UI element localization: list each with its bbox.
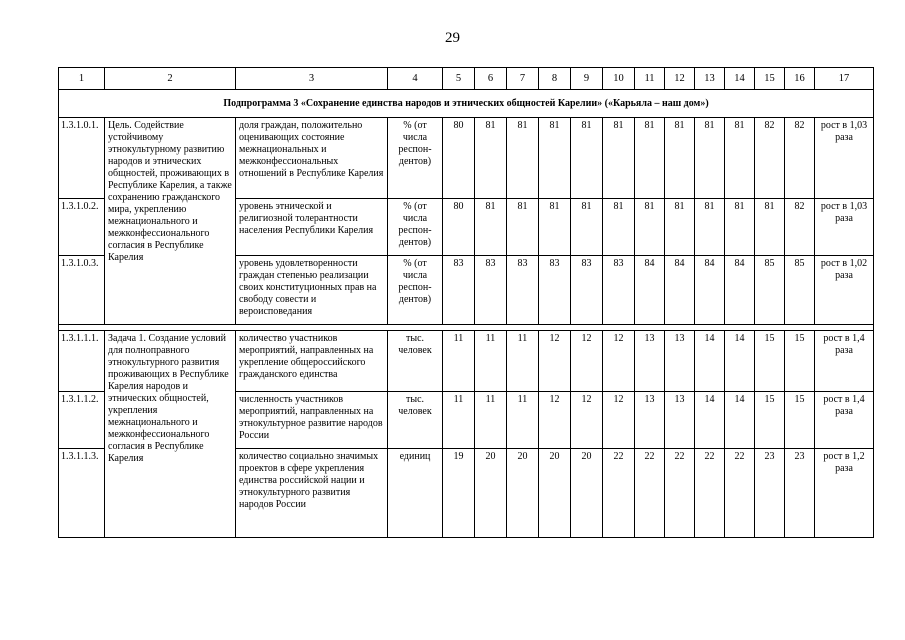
column-number-cell: 6 bbox=[475, 68, 507, 90]
value-cell: 81 bbox=[571, 118, 603, 199]
column-number-cell: 3 bbox=[236, 68, 388, 90]
value-cell: 81 bbox=[665, 118, 695, 199]
value-cell: 23 bbox=[785, 449, 815, 538]
value-cell: 14 bbox=[725, 392, 755, 449]
value-cell: 12 bbox=[571, 331, 603, 392]
result-cell: рост в 1,4 раза bbox=[815, 392, 874, 449]
value-cell: 84 bbox=[725, 256, 755, 325]
value-cell: 14 bbox=[695, 331, 725, 392]
column-number-cell: 2 bbox=[105, 68, 236, 90]
value-cell: 22 bbox=[635, 449, 665, 538]
value-cell: 81 bbox=[695, 199, 725, 256]
unit-of-measure: тыс. человек bbox=[388, 331, 443, 392]
value-cell: 81 bbox=[603, 118, 635, 199]
value-cell: 81 bbox=[539, 199, 571, 256]
indicator-code: 1.3.1.0.1. bbox=[59, 118, 105, 199]
unit-of-measure: тыс. человек bbox=[388, 392, 443, 449]
column-number-cell: 14 bbox=[725, 68, 755, 90]
value-cell: 84 bbox=[665, 256, 695, 325]
value-cell: 81 bbox=[507, 118, 539, 199]
value-cell: 83 bbox=[571, 256, 603, 325]
column-number-cell: 10 bbox=[603, 68, 635, 90]
value-cell: 81 bbox=[695, 118, 725, 199]
indicator-code: 1.3.1.0.2. bbox=[59, 199, 105, 256]
value-cell: 11 bbox=[475, 392, 507, 449]
value-cell: 83 bbox=[539, 256, 571, 325]
value-cell: 20 bbox=[507, 449, 539, 538]
goal-text: Задача 1. Создание условий для полноправного этнокультурного развития проживающих в Республике Карелия народов и этнических общностей, укрепления межнационального и межконфессионального согласия в Республике Карелия bbox=[105, 331, 236, 538]
value-cell: 20 bbox=[539, 449, 571, 538]
value-cell: 15 bbox=[785, 331, 815, 392]
value-cell: 15 bbox=[755, 392, 785, 449]
result-cell: рост в 1,4 раза bbox=[815, 331, 874, 392]
value-cell: 81 bbox=[507, 199, 539, 256]
value-cell: 20 bbox=[571, 449, 603, 538]
value-cell: 81 bbox=[665, 199, 695, 256]
result-cell: рост в 1,03 раза bbox=[815, 199, 874, 256]
value-cell: 12 bbox=[539, 392, 571, 449]
value-cell: 22 bbox=[603, 449, 635, 538]
indicator-name: уровень удовлетворенности граждан степенью реализации своих конституционных прав на свободу совести и вероисповедания bbox=[236, 256, 388, 325]
unit-of-measure: % (от числа респон-дентов) bbox=[388, 118, 443, 199]
column-number-cell: 15 bbox=[755, 68, 785, 90]
value-cell: 22 bbox=[695, 449, 725, 538]
value-cell: 22 bbox=[725, 449, 755, 538]
value-cell: 83 bbox=[475, 256, 507, 325]
value-cell: 81 bbox=[603, 199, 635, 256]
column-number-cell: 1 bbox=[59, 68, 105, 90]
value-cell: 19 bbox=[443, 449, 475, 538]
value-cell: 81 bbox=[635, 118, 665, 199]
indicator-code: 1.3.1.1.3. bbox=[59, 449, 105, 538]
value-cell: 81 bbox=[539, 118, 571, 199]
column-number-cell: 17 bbox=[815, 68, 874, 90]
value-cell: 11 bbox=[443, 331, 475, 392]
value-cell: 12 bbox=[603, 331, 635, 392]
column-number-cell: 16 bbox=[785, 68, 815, 90]
column-number-cell: 7 bbox=[507, 68, 539, 90]
indicator-name: численность участников мероприятий, направленных на этнокультурное развитие народов России bbox=[236, 392, 388, 449]
value-cell: 82 bbox=[785, 118, 815, 199]
value-cell: 81 bbox=[571, 199, 603, 256]
value-cell: 13 bbox=[635, 331, 665, 392]
value-cell: 81 bbox=[725, 199, 755, 256]
value-cell: 11 bbox=[443, 392, 475, 449]
value-cell: 83 bbox=[603, 256, 635, 325]
value-cell: 81 bbox=[725, 118, 755, 199]
result-cell: рост в 1,03 раза bbox=[815, 118, 874, 199]
value-cell: 80 bbox=[443, 199, 475, 256]
table-row bbox=[59, 331, 874, 392]
value-cell: 81 bbox=[475, 118, 507, 199]
value-cell: 11 bbox=[475, 331, 507, 392]
value-cell: 23 bbox=[755, 449, 785, 538]
unit-of-measure: % (от числа респон-дентов) bbox=[388, 256, 443, 325]
value-cell: 82 bbox=[755, 118, 785, 199]
result-cell: рост в 1,2 раза bbox=[815, 449, 874, 538]
value-cell: 82 bbox=[785, 199, 815, 256]
value-cell: 84 bbox=[635, 256, 665, 325]
column-number-cell: 8 bbox=[539, 68, 571, 90]
value-cell: 11 bbox=[507, 331, 539, 392]
value-cell: 14 bbox=[695, 392, 725, 449]
unit-of-measure: единиц bbox=[388, 449, 443, 538]
value-cell: 14 bbox=[725, 331, 755, 392]
value-cell: 12 bbox=[571, 392, 603, 449]
column-number-cell: 13 bbox=[695, 68, 725, 90]
indicator-code: 1.3.1.1.2. bbox=[59, 392, 105, 449]
value-cell: 85 bbox=[755, 256, 785, 325]
value-cell: 83 bbox=[443, 256, 475, 325]
unit-of-measure: % (от числа респон-дентов) bbox=[388, 199, 443, 256]
value-cell: 13 bbox=[665, 331, 695, 392]
indicator-code: 1.3.1.1.1. bbox=[59, 331, 105, 392]
value-cell: 12 bbox=[603, 392, 635, 449]
column-number-cell: 4 bbox=[388, 68, 443, 90]
indicator-name: уровень этнической и религиозной толерантности населения Республики Карелия bbox=[236, 199, 388, 256]
table-row bbox=[59, 118, 874, 199]
indicator-name: количество социально значимых проектов в сфере укрепления единства российской нации и этнокультурного развития народов России bbox=[236, 449, 388, 538]
value-cell: 81 bbox=[635, 199, 665, 256]
value-cell: 13 bbox=[665, 392, 695, 449]
indicator-code: 1.3.1.0.3. bbox=[59, 256, 105, 325]
value-cell: 15 bbox=[785, 392, 815, 449]
column-number-cell: 5 bbox=[443, 68, 475, 90]
value-cell: 20 bbox=[475, 449, 507, 538]
table-body bbox=[59, 68, 874, 538]
value-cell: 12 bbox=[539, 331, 571, 392]
indicators-table bbox=[58, 67, 874, 538]
result-cell: рост в 1,02 раза bbox=[815, 256, 874, 325]
value-cell: 84 bbox=[695, 256, 725, 325]
value-cell: 13 bbox=[635, 392, 665, 449]
value-cell: 80 bbox=[443, 118, 475, 199]
indicator-name: количество участников мероприятий, направленных на укрепление общероссийского гражданского единства bbox=[236, 331, 388, 392]
value-cell: 83 bbox=[507, 256, 539, 325]
value-cell: 15 bbox=[755, 331, 785, 392]
value-cell: 81 bbox=[475, 199, 507, 256]
goal-text: Цель. Содействие устойчивому этнокультурному развитию народов и этнических общностей, проживающих в Республике Карелия, а также сохранению гражданского мира, укреплению межнационального и межконфессионального согласия в Республике Карелия bbox=[105, 118, 236, 325]
column-number-row bbox=[59, 68, 874, 90]
page-number: 29 bbox=[445, 30, 460, 46]
indicator-name: доля граждан, положительно оценивающих состояние межнациональных и межконфессиональных отношений в Республике Карелия bbox=[236, 118, 388, 199]
value-cell: 85 bbox=[785, 256, 815, 325]
column-number-cell: 11 bbox=[635, 68, 665, 90]
subprogram-title: Подпрограмма 3 «Сохранение единства народов и этнических общностей Карелии» («Карьяла – наш дом») bbox=[59, 90, 874, 118]
value-cell: 22 bbox=[665, 449, 695, 538]
value-cell: 81 bbox=[755, 199, 785, 256]
column-number-cell: 12 bbox=[665, 68, 695, 90]
value-cell: 11 bbox=[507, 392, 539, 449]
column-number-cell: 9 bbox=[571, 68, 603, 90]
